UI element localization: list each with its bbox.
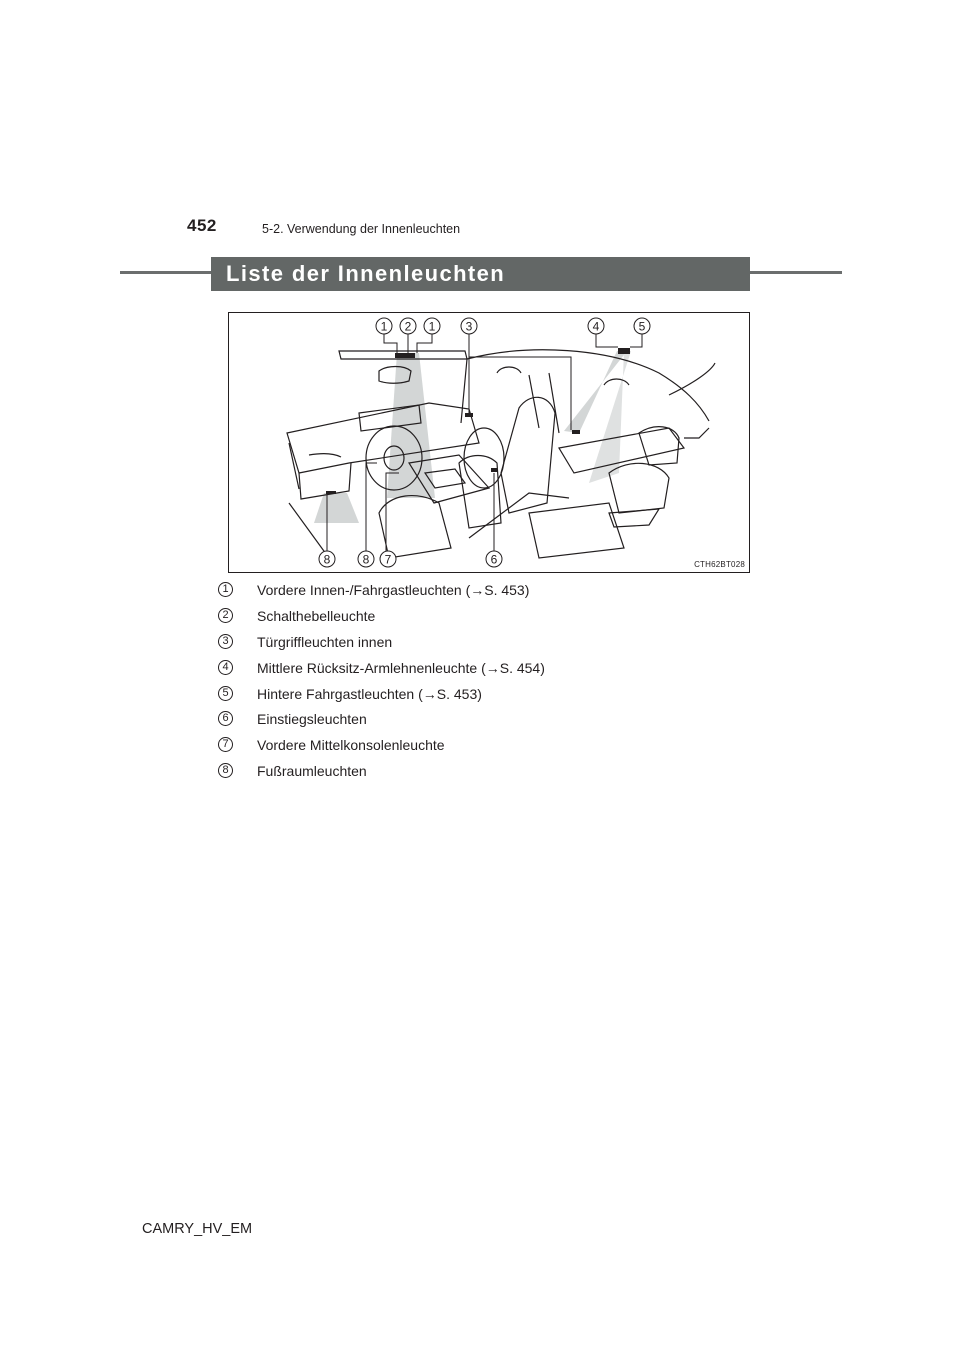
callout-label: 8	[323, 552, 331, 567]
list-item	[218, 632, 738, 658]
list-item	[218, 580, 738, 606]
callout-8	[319, 551, 335, 567]
callouts-bottom	[319, 551, 502, 567]
item-number-badge: 7	[218, 737, 233, 752]
section-title: 5-2. Verwendung der Innenleuchten	[262, 222, 461, 236]
callout-6	[486, 551, 502, 567]
callout-label: 6	[490, 552, 498, 567]
figure-code: CTH62BT028	[694, 560, 745, 569]
item-number-badge: 3	[218, 634, 233, 649]
section-banner	[211, 257, 750, 291]
callout-1b	[424, 318, 440, 334]
page-number: 452	[187, 216, 217, 235]
callout-label: 8	[362, 552, 370, 567]
item-text: Vordere Mittelkonsolenleuchte	[257, 737, 445, 754]
item-number-badge: 4	[218, 660, 233, 675]
callout-3	[461, 318, 477, 334]
callout-1	[376, 318, 392, 334]
item-number-badge: 1	[218, 582, 233, 597]
list-item	[218, 658, 738, 684]
callout-label: 1	[428, 319, 436, 334]
callout-label: 2	[404, 319, 412, 334]
list-item	[218, 761, 738, 787]
interior-lights-figure	[228, 312, 750, 573]
footwell-light-beam	[314, 493, 359, 523]
callouts-top	[376, 318, 650, 334]
item-number-badge: 6	[218, 711, 233, 726]
item-text: Fußraumleuchten	[257, 763, 367, 780]
item-text: Einstiegsleuchten	[257, 711, 367, 728]
list-item	[218, 735, 738, 761]
callout-label: 5	[638, 319, 646, 334]
item-number-badge: 5	[218, 686, 233, 701]
callout-label: 1	[380, 319, 388, 334]
list-item	[218, 709, 738, 735]
banner-title: Liste der Innenleuchten	[226, 261, 506, 286]
callout-label: 4	[592, 319, 600, 334]
list-item	[218, 606, 738, 632]
item-text: Mittlere Rücksitz-Armlehnenleuchte (→S. 454)	[257, 659, 545, 676]
item-text: Vordere Innen-/Fahrgastleuchten (→S. 453)	[257, 582, 530, 598]
callout-7	[380, 551, 396, 567]
car-interior-illustration	[229, 313, 749, 572]
callout-5	[634, 318, 650, 334]
item-number-badge: 8	[218, 763, 233, 778]
callout-4	[588, 318, 604, 334]
callout-label: 7	[384, 552, 392, 567]
item-text: Hintere Fahrgastleuchten (→S. 453)	[257, 685, 482, 702]
item-text: Schalthebelleuchte	[257, 607, 376, 624]
car-outline	[287, 350, 715, 558]
lights-legend	[218, 580, 738, 787]
model-footer: CAMRY_HV_EM	[142, 1221, 253, 1237]
list-item	[218, 684, 738, 710]
callout-8b	[358, 551, 374, 567]
callout-label: 3	[465, 319, 473, 334]
item-text: Türgriffleuchten innen	[257, 633, 393, 650]
item-number-badge: 2	[218, 608, 233, 623]
callout-2	[400, 318, 416, 334]
